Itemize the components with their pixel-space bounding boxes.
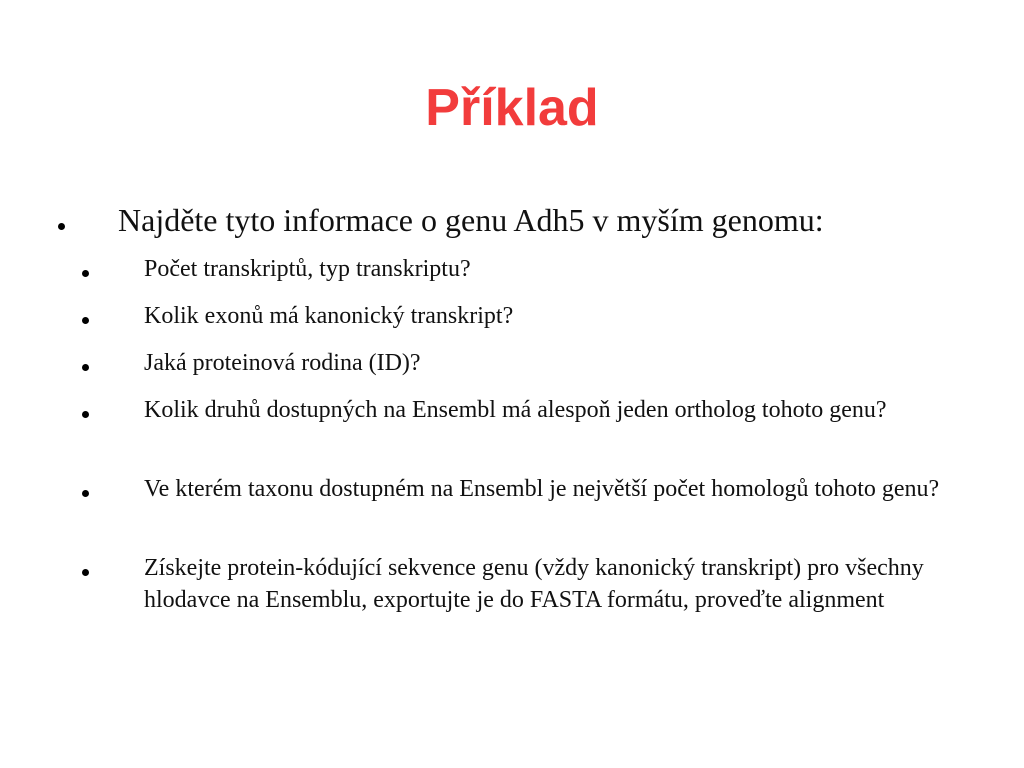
slide-title: Příklad — [425, 79, 599, 137]
sub-point-text: Získejte protein-kódující sekvence genu (vždy kanonický transkript) pro všechny hlodavce na Ensemblu, exportujte je do FASTA formátu, proveďte alignment — [144, 555, 924, 613]
sub-point-text: Kolik exonů má kanonický transkript? — [144, 303, 514, 329]
sub-point-text: Jaká proteinová rodina (ID)? — [144, 350, 421, 376]
main-point-text: Najděte tyto informace o genu Adh5 v myším genomu: — [118, 202, 824, 238]
sub-point-text: Počet transkriptů, typ transkriptu? — [144, 256, 471, 282]
bullet-icon — [82, 569, 89, 576]
sub-point-text: Ve kterém taxonu dostupném na Ensembl je největší počet homologů tohoto genu? — [144, 476, 940, 502]
bullet-icon — [58, 223, 65, 230]
bullet-icon — [82, 364, 89, 371]
sub-point-text: Kolik druhů dostupných na Ensembl má alespoň jeden ortholog tohoto genu? — [144, 397, 887, 423]
bullet-icon — [82, 490, 89, 497]
bullet-icon — [82, 270, 89, 277]
bullet-icon — [82, 317, 89, 324]
bullet-icon — [82, 411, 89, 418]
